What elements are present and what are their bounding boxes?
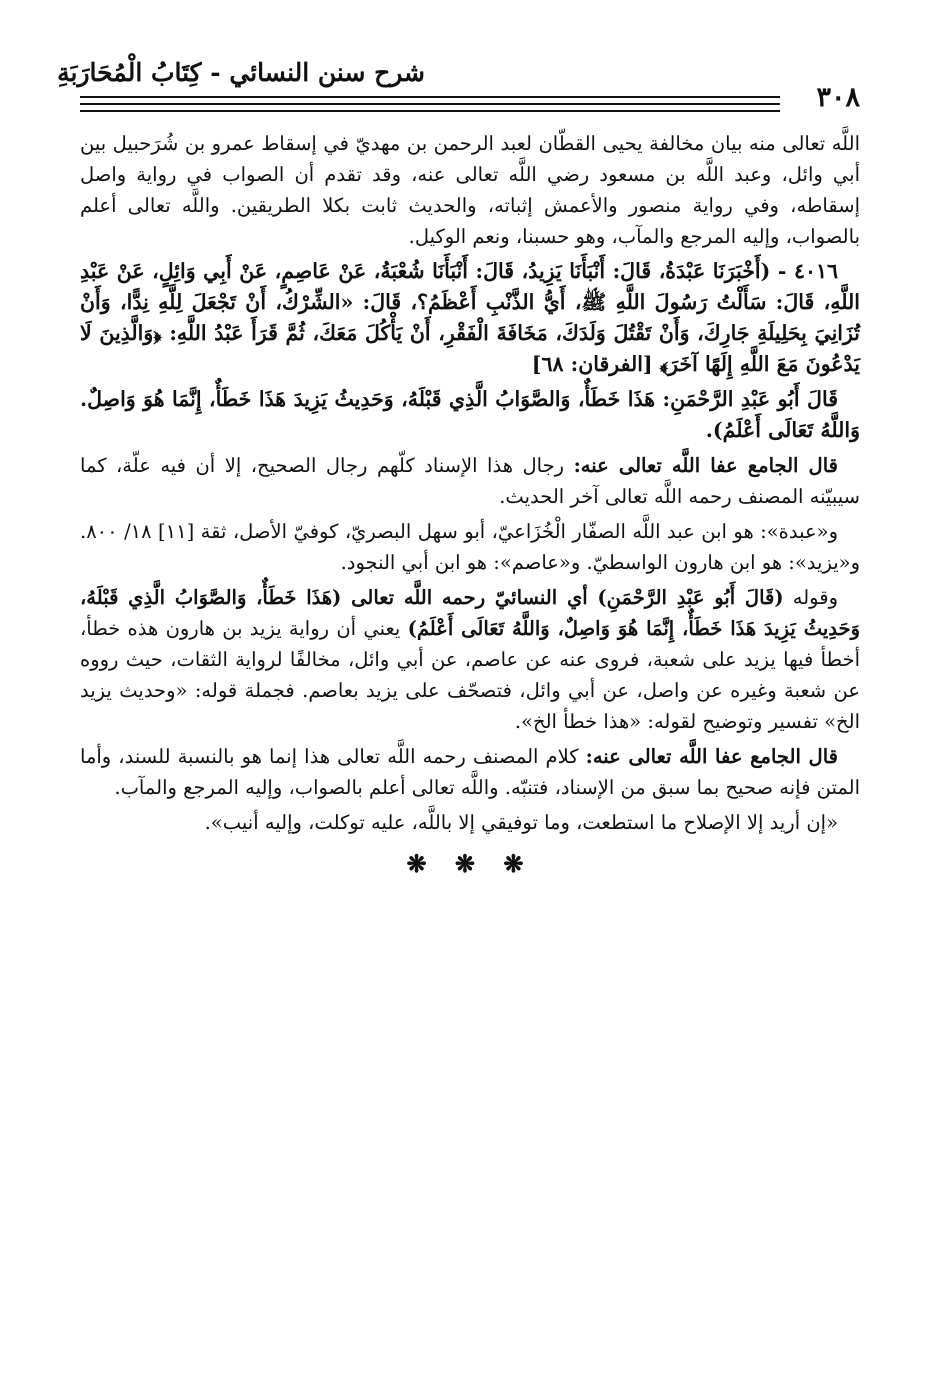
commentary-paragraph — [80, 450, 860, 512]
section-separator: ❋ ❋ ❋ — [406, 849, 534, 878]
narrators-paragraph: و«عبدة»: هو ابن عبد اللَّه الصفّار الْخُزَاعيّ، أبو سهل البصريّ، كوفيّ الأصل، ثقة [١١] ١٨/ ٨٠٠. و«يزيد»: هو ابن هارون الواسطيّ. و«عاصم»: هو ابن أبي النجود. — [80, 520, 860, 574]
commentary-text: رجال هذا الإسناد كلّهم رجال الصحيح، إلا أن فيه علّة، كما سيبيّنه المصنف رحمه اللَّه تعالى آخر الحديث. — [80, 454, 860, 508]
explanation-text: يعني أن رواية يزيد بن هارون هذه خطأ، أخطأ فيها يزيد على شعبة، فروى عنه عن عاصم، عن أبي وائل، مخالفًا لرواية الثقات، حيث رووه عن شعبة وغيره عن واصل، عن أبي وائل، فتصحّف على يزيد بعاصم. فجملة قوله: «وحديث يزيد الخ» تفسير وتوضيح لقوله: «هذا خطأ الخ». — [80, 617, 860, 733]
running-title: شرح سنن النسائي - كِتَابُ الْمُحَارَبَةِ — [57, 58, 425, 87]
header-rule — [80, 110, 780, 112]
page-header — [57, 58, 860, 116]
commentator-label: قال الجامع عفا اللَّه تعالى عنه: — [573, 454, 838, 477]
paragraph-continuation: اللَّه تعالى منه بيان مخالفة يحيى القطّان لعبد الرحمن بن مهديّ في إسقاط عمرو بن شُرَحبيل بين أبي وائل، وعبد اللَّه بن مسعود رضي اللَّه تعالى عنه، وقد تقدم أن الصواب في رواية واصل إسقاطه، وفي رواية منصور والأعمش إثباته، والحديث ثابت بكلا الطريقين. واللَّه تعالى أعلم بالصواب، وإليه المرجع والمآب، وهو حسبنا، ونعم الوكيل. — [80, 132, 860, 248]
page-number: ٣٠٨ — [816, 82, 860, 113]
quoted-text: (قَالَ أَبُو عَبْدِ الرَّحْمَنِ) أي النسائيّ رحمه اللَّه تعالى (هَذَا خَطَأٌ، وَالصَّوَابُ الَّذِي قَبْلَهُ، وَحَدِيثُ يَزِيدَ هَذَا خَطَأٌ، إِنَّمَا هُوَ وَاصِلٌ، وَاللَّهُ تَعَالَى أَعْلَمُ) — [80, 586, 860, 640]
header-rule — [80, 96, 780, 98]
header-rule — [80, 103, 780, 105]
hadith-text: ٤٠١٦ - (أَخْبَرَنَا عَبْدَةُ، قَالَ: أَنْبَأَنَا يَزِيدُ، قَالَ: أَنْبَأَنَا شُعْبَةُ، عَنْ عَاصِمٍ، عَنْ أَبِي وَائِلٍ، عَنْ عَبْدِ اللَّهِ، قَالَ: سَأَلْتُ رَسُولَ اللَّهِ ﷺ، أَيُّ الذَّنْبِ أَعْظَمُ؟، قَالَ: «الشِّرْكُ، أَنْ تَجْعَلَ لِلَّهِ نِدًّا، وَأَنْ تُزَانِيَ بِحَلِيلَةِ جَارِكَ، وَأَنْ تَقْتُلَ وَلَدَكَ، مَخَافَةَ الْفَقْرِ، أَنْ يَأْكُلَ مَعَكَ، ثُمَّ قَرَأَ عَبْدُ اللَّهِ: ﴿وَالَّذِينَ لَا يَدْعُونَ مَعَ اللَّهِ إِلَهًا آخَرَ﴾ [الفرقان: ٦٨] — [80, 259, 860, 376]
commentary-text: كلام المصنف رحمه اللَّه تعالى هذا إنما هو بالنسبة للسند، وأما المتن فإنه صحيح بما سبق من الإسناد، فتنبّه. واللَّه تعالى أعلم بالصواب، وإليه المرجع والمآب. — [80, 745, 860, 799]
closing-quote: «إن أريد إلا الإصلاح ما استطعت، وما توفيقي إلا باللَّه، عليه توكلت، وإليه أنيب». — [204, 811, 838, 834]
commentator-label: قال الجامع عفا اللَّه تعالى عنه: — [585, 745, 838, 768]
page-body — [80, 128, 860, 879]
author-comment: قَالَ أَبُو عَبْدِ الرَّحْمَنِ: هَذَا خَطَأٌ، وَالصَّوَابُ الَّذِي قَبْلَهُ، وَحَدِيثُ يَزِيدَ هَذَا خَطَأٌ، إِنَّمَا هُوَ وَاصِلٌ. وَاللَّهُ تَعَالَى أَعْلَمُ). — [80, 387, 860, 442]
explanation-paragraph — [80, 582, 860, 737]
commentary-paragraph — [80, 741, 860, 803]
explanation-intro: وقوله — [792, 586, 838, 609]
